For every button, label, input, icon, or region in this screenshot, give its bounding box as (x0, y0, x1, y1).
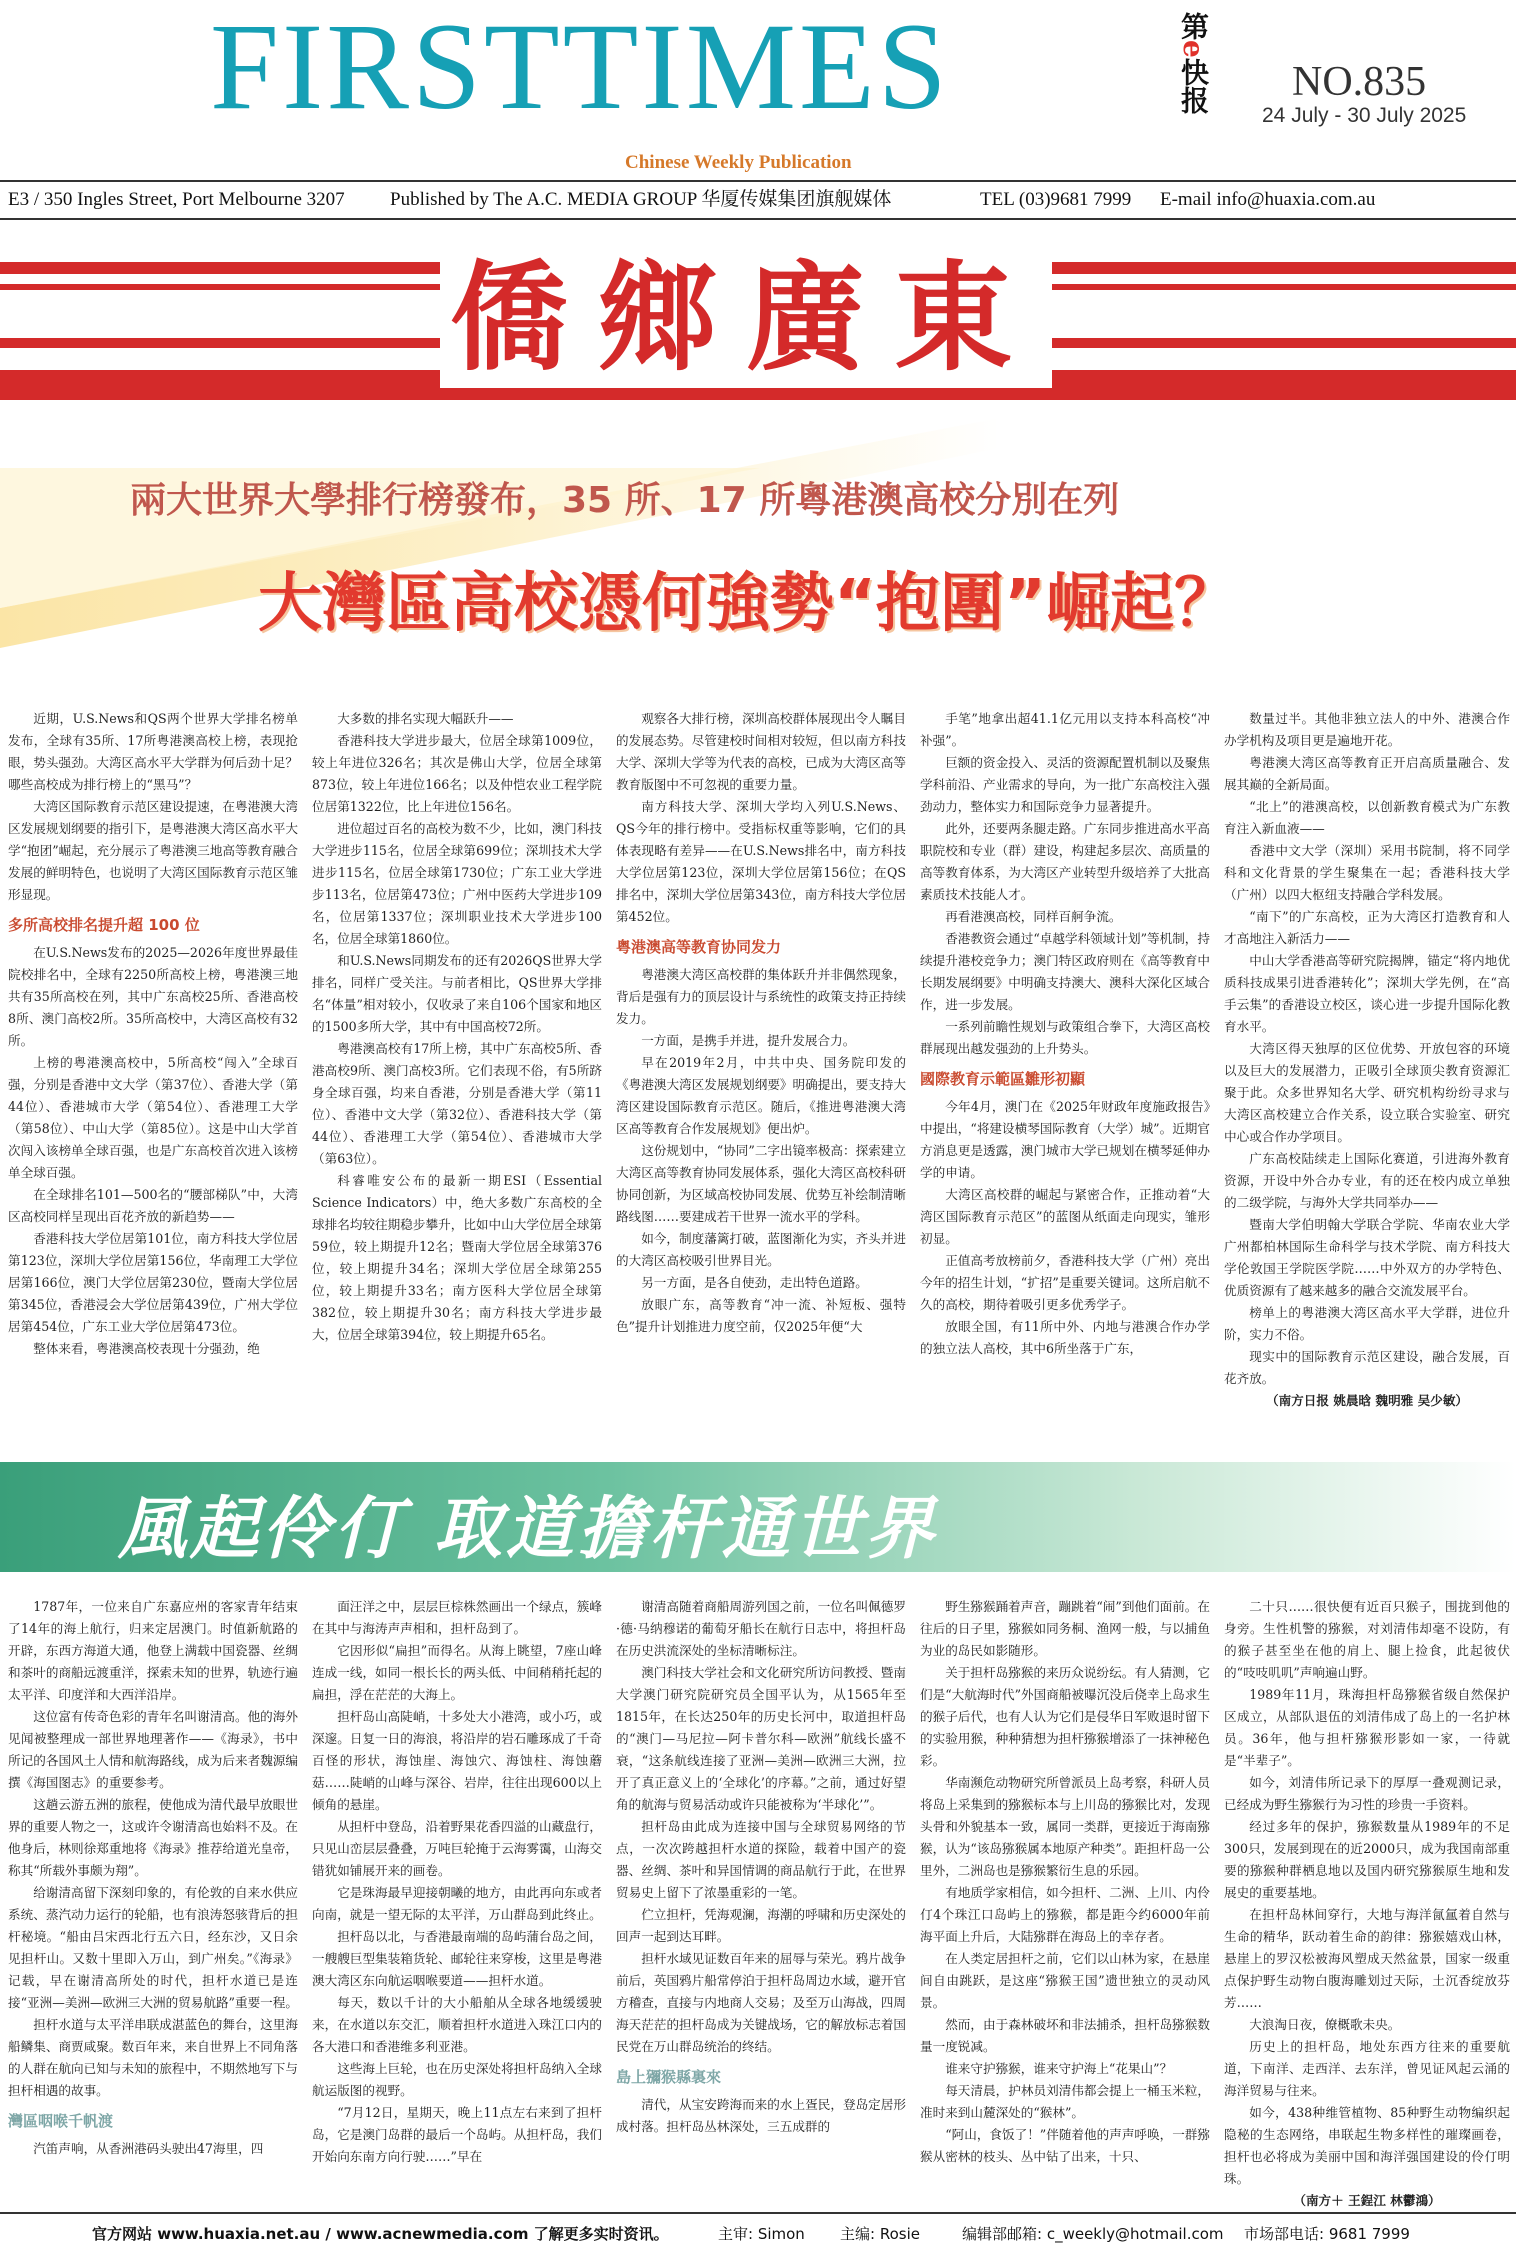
paragraph: 从担杆中登岛，沿着野果花香四溢的山藏盘行，只见山峦层层叠叠，万吨巨轮掩于云海雾霭，山海交错犹如铺展开来的画卷。 (312, 1819, 602, 1878)
article2-headline: 風起伶仃 取道擔杆通世界 (118, 1490, 938, 1569)
paragraph: 野生猕猴踊着声音，蹦跳着“闹”到他们面前。在往后的日子里，猕猴如同务桐、渔网一般，与以捕鱼为业的岛民如影随形。 (920, 1599, 1210, 1658)
publisher: Published by The A.C. MEDIA GROUP 华厦传媒集团旗舰媒体 (390, 189, 892, 210)
masthead (0, 0, 1516, 180)
paragraph: 榜单上的粤港澳大湾区高水平大学群，进位升阶，实力不俗。 (1224, 1305, 1510, 1342)
paragraph: 粤港澳高校有17所上榜，其中广东高校5所、香港高校9所、澳门高校3所。它们表现不俗，有5所跻身全球百强，均来自香港，分别是香港大学（第11位）、香港中文大学（第32位）、香港科技大学（第44位）、香港理工大学（第54位）、香港城市大学（第63位）。 (312, 1041, 602, 1166)
paragraph: 在人类定居担杆之前，它们以山林为家，在悬崖间自由跳跃，是这座“猕猴王国”遗世独立的灵动风景。 (920, 1951, 1210, 2010)
article1-column-2 (312, 708, 602, 1346)
paragraph: 每天，数以千计的大小船舶从全球各地缓缓驶来，在水道以东交汇，顺着担杆水道进入珠江口内的各大港口和香港维多利亚港。 (312, 1995, 602, 2054)
section-heading: 多所高校排名提升超 100 位 (8, 916, 200, 934)
paragraph: 汽笛声响，从香洲港码头驶出47海里，四 (33, 2141, 264, 2156)
paragraph: 中山大学香港高等研究院揭牌，锚定“将内地优质科技成果引进香港转化”；深圳大学先例，在“高手云集”的香港设立校区，谈心进一步提升国际化教育水平。 (1224, 953, 1510, 1034)
paragraph: 然而，由于森林破坏和非法捕杀，担杆岛猕猴数量一度锐减。 (920, 2017, 1210, 2054)
section-heading: 島上獼猴縣裏來 (616, 2068, 722, 2086)
paragraph: 放眼全国，有11所中外、内地与港澳合作办学的独立法人高校，其中6所坐落于广东， (920, 1319, 1210, 1356)
article1-column-3 (616, 708, 906, 1338)
article-subtitle: 兩大世界大學排行榜發布，35 所、17 所粵港澳高校分別在列 (130, 480, 1120, 521)
paragraph: 上榜的粤港澳高校中，5所高校“闯入”全球百强，分别是香港中文大学（第37位）、香港大学（第44位）、香港城市大学（第54位）、香港理工大学（第58位）、中山大学（第85位）。这是中山大学首次闯入该榜单全球百强，也是广东高校首次进入该榜单全球百强。 (8, 1055, 298, 1180)
paragraph: 历史上的担杆岛，地处东西方往来的重要航道，下南洋、走西洋、去东洋，曾见证风起云涌的海洋贸易与往来。 (1224, 2039, 1510, 2098)
paragraph: 谢清高随着商船周游列国之前，一位名叫佩德罗·德·马纳穆诺的葡萄牙船长在航行日志中，将担杆岛在历史洪流深处的坐标清晰标注。 (616, 1599, 906, 1658)
paragraph: 它因形似“扁担”而得名。从海上眺望，7座山峰连成一线，如同一根长长的两头低、中间稍稍托起的扁担，浮在茫茫的大海上。 (312, 1643, 602, 1702)
paragraph: 这份规划中，“协同”二字出镜率极高：探索建立大湾区高等教育协同发展体系，强化大湾区高校科研协同创新，为区域高校协同发展、优势互补绘制清晰路线图……要建成若干世界一流水平的学科。 (616, 1143, 906, 1224)
paragraph: 进位超过百名的高校为数不少，比如，澳门科技大学进步115名，位居全球第699位；深圳技术大学进步115名，位居全球第1730位；广东工业大学进步113名，位居第473位；广州中医药大学进步109名，位居第1337位；深圳职业技术大学进步100名，位居全球第1860位。 (312, 821, 602, 946)
masthead-title: FIRSTTIMES (210, 0, 950, 135)
paragraph: 在担杆岛林间穿行，大地与海洋氤氲着自然与生命的精华，跃动着生命的韵律：猕猴嬉戏山林，悬崖上的罗汉松被海风塑成天然盆景，国家一级重点保护野生动物白腹海雕划过天际，土沉香绽放芬芳…… (1224, 1907, 1510, 2010)
paragraph: 担杆岛以北，与香港最南端的岛屿蒲台岛之间，一艘艘巨型集装箱货轮、邮轮往来穿梭，这里是粤港澳大湾区东向航运咽喉要道——担杆水道。 (312, 1929, 602, 1988)
article2-column-3 (616, 1596, 906, 2138)
paragraph: “北上”的港澳高校，以创新教育模式为广东教育注入新血液—— (1224, 799, 1510, 836)
byline: （南方日报 姚晨晗 魏明雅 吴少敏） (1265, 1393, 1469, 1408)
section-banner (0, 236, 1516, 406)
paragraph: 有地质学家相信，如今担杆、二洲、上川、内伶仃4个珠江口岛屿上的猕猴，都是距今约6000年前海平面上升后，大陆猕群在海岛上的幸存者。 (920, 1885, 1210, 1944)
paragraph: 1989年11月，珠海担杆岛猕猴省级自然保护区成立，从部队退伍的刘清伟成了岛上的一名护林员。36年，他与担杆猕猴形影如一家，一待就是“半辈子”。 (1224, 1687, 1510, 1768)
paragraph: 澳门科技大学社会和文化研究所访问教授、暨南大学澳门研究院研究员全国平认为，从1565年至1815年，在长达250年的历史长河中，取道担杆岛的“澳门—马尼拉—阿卡普尔科—欧洲”航线长盛不衰，“这条航线连接了亚洲—美洲—欧洲三大洲，拉开了真正意义上的‘全球化’的序幕。”之前，通过好望角的航海与贸易活动或许只能被称为‘半球化’”。 (616, 1665, 906, 1812)
paragraph: 香港中文大学（深圳）采用书院制，将不同学科和文化背景的学生聚集在一起；香港科技大学（广州）以四大枢纽支持融合学科发展。 (1224, 843, 1510, 902)
paragraph: 给谢清高留下深刻印象的，有伦敦的自来水供应系统、蒸汽动力运行的轮船，也有浪涛怒骇背后的担杆秘境。“船由吕宋西北行五六日，经东沙，又日余见担杆山。又数十里即入万山，到广州矣。”《海录》记载，早在谢清高所处的时代，担杆水道已是连接“亚洲—美洲—欧洲三大洲的贸易航路”重要一程。 (8, 1885, 298, 2010)
paragraph: “阿山，食饭了！”伴随着他的声声呼唤，一群猕猴从密林的枝头、丛中钻了出来，十只、 (920, 2127, 1210, 2164)
telephone: TEL (03)9681 7999 (980, 189, 1132, 210)
paragraph: 此外，还要两条腿走路。广东同步推进高水平高职院校和专业（群）建设，构建起多层次、高质量的高等教育体系，为大湾区产业转型升级培养了大批高素质技术技能人才。 (920, 821, 1210, 902)
paragraph: 关于担杆岛猕猴的来历众说纷纭。有人猜测，它们是“大航海时代”外国商船被曝沉没后侥幸上岛求生的猴子后代，也有人认为它们是侵华日军败退时留下的实验用猴，种种猜想为担杆猕猴增添了一抹神秘色彩。 (920, 1665, 1210, 1768)
paragraph: 香港科技大学位居第101位，南方科技大学位居第123位，深圳大学位居第156位，华南理工大学位居第166位，澳门大学位居第230位，暨南大学位居第345位，香港浸会大学位居第439位，广州大学位居第454位，广东工业大学位居第473位。 (8, 1231, 298, 1334)
editor: 主编: Rosie (840, 2225, 920, 2243)
byline: （南方＋ 王鋥江 林鬱鴻） (1293, 2193, 1441, 2208)
masthead-chinese-name (1177, 12, 1212, 114)
cn-char: 快 (1177, 57, 1210, 86)
paragraph: “7月12日，星期天，晚上11点左右来到了担杆岛，它是澳门岛群的最后一个岛屿。从担杆岛，我们开始向东南方向行驶……”早在 (312, 2105, 602, 2164)
cn-char: 第 (1177, 12, 1210, 40)
paragraph: 科睿唯安公布的最新一期ESI（Essential Science Indicators）中，绝大多数广东高校的全球排名均较往期稳步攀升，比如中山大学位居全球第59位，较上期提升12名；暨南大学位居全球第376位，较上期提升34名；深圳大学位居全球第255位，较上期提升33名；南方医科大学位居全球第382位，较上期提升30名；南方科技大学进步最大，位居全球第394位，较上期提升65名。 (312, 1173, 602, 1342)
paragraph: 香港科技大学进步最大，位居全球第1009位，较上年进位326名；其次是佛山大学，位居全球第873位，较上年进位166名；以及仲恺农业工程学院位居第1322位，比上年进位156名。 (312, 733, 602, 814)
paragraph: 谁来守护猕猴，谁来守护海上“花果山”？ (945, 2061, 1173, 2076)
chief-editor: 主审: Simon (718, 2225, 805, 2243)
marketing-phone: 市场部电话: 9681 7999 (1244, 2225, 1410, 2243)
section-heading: 國際教育示範區雛形初顯 (920, 1070, 1086, 1088)
paragraph: 伫立担杆，凭海观澜，海潮的呼啸和历史深处的回声一起到达耳畔。 (616, 1907, 906, 1944)
paragraph: 观察各大排行榜，深圳高校群体展现出令人瞩目的发展态势。尽管建校时间相对较短，但以南方科技大学、深圳大学等为代表的高校，已成为大湾区高等教育版图中不可忽视的重要力量。 (616, 711, 906, 792)
paragraph: 一系列前瞻性规划与政策组合拳下，大湾区高校群展现出越发强劲的上升势头。 (920, 1019, 1210, 1056)
paragraph: 一方面，是携手并进，提升发展合力。 (641, 1033, 856, 1048)
issue-number: NO.835 (1292, 59, 1427, 105)
info-bar (0, 184, 1516, 216)
paragraph: 放眼广东，高等教育“冲一流、补短板、强特色”提升计划推进力度空前，仅2025年便“大 (616, 1297, 906, 1334)
article2-column-5 (1224, 1596, 1510, 2212)
paragraph: 大湾区得天独厚的区位优势、开放包容的环境以及巨大的发展潜力，正吸引全球顶尖教育资源汇聚于此。众多世界知名大学、研究机构纷纷寻求与大湾区高校建立合作关系，设立联合实验室、研究中心或合作办学项目。 (1224, 1041, 1510, 1144)
paragraph: 在U.S.News发布的2025—2026年度世界最佳院校排名中，全球有2250所高校上榜，粤港澳三地共有35所高校在列，其中广东高校25所、香港高校8所、澳门高校2所。35所高校中，大湾区高校有32所。 (8, 945, 298, 1048)
paragraph: 这趟云游五洲的旅程，使他成为清代最早放眼世界的重要人物之一，这或许令谢清高也始料不及。在他身后，林则徐郑重地将《海录》推荐给道光皇帝，称其“所载外事颇为翔”。 (8, 1797, 298, 1878)
paragraph: 粤港澳大湾区高校群的集体跃升并非偶然现象，背后是强有力的顶层设计与系统性的政策支持正持续发力。 (616, 967, 906, 1026)
paragraph: 香港教资会通过“卓越学科领域计划”等机制，持续提升港校竞争力；澳门特区政府则在《高等教育中长期发展纲要》中明确支持澳大、澳科大深化区域合作，进一步发展。 (920, 931, 1210, 1012)
article1-column-5 (1224, 708, 1510, 1412)
article1-column-1 (8, 708, 298, 1360)
paragraph: 担杆岛由此成为连接中国与全球贸易网络的节点，一次次跨越担杆水道的探险，载着中国产的瓷器、丝绸、茶叶和异国情调的商品航行于此，在世界贸易史上留下了浓墨重彩的一笔。 (616, 1819, 906, 1900)
paragraph: 正值高考放榜前夕，香港科技大学（广州）亮出今年的招生计划，“扩招”是重要关键词。这所启航不久的高校，期待着吸引更多优秀学子。 (920, 1253, 1210, 1312)
paragraph: 和U.S.News同期发布的还有2026QS世界大学排名，同样广受关注。与前者相比，QS世界大学排名“体量”相对较小，仅收录了来自106个国家和地区的1500多所大学，其中有中国高校72所。 (312, 953, 602, 1034)
paragraph: 在全球排名101—500名的“腰部梯队”中，大湾区高校同样呈现出百花齐放的新趋势—— (8, 1187, 298, 1224)
section-title: 僑鄉廣東 (440, 248, 1052, 388)
paragraph: 大湾区国际教育示范区建设提速，在粤港澳大湾区发展规划纲要的指引下，是粤港澳大湾区高水平大学“抱团”崛起，充分展示了粤港澳三地高等教育融合发展的鲜明特色，也说明了大湾区国际教育示范区雏形显现。 (8, 799, 298, 902)
article2-column-4 (920, 1596, 1210, 2168)
paragraph: 担杆水域见证数百年来的屈辱与荣光。鸦片战争前后，英国鸦片船常停泊于担杆岛周边水域，避开官方稽查，直接与内地商人交易；及至万山海战，四周海天茫茫的担杆岛成为关键战场，它的解放标志着国民党在万山群岛统治的终结。 (616, 1951, 906, 2054)
paragraph: 粤港澳大湾区高等教育正开启高质量融合、发展其巅的全新局面。 (1224, 755, 1510, 792)
paragraph: 另一方面，是各自使劲，走出特色道路。 (641, 1275, 868, 1290)
paragraph: 它是珠海最早迎接朝曦的地方，由此再向东或者向南，就是一望无际的太平洋，万山群岛到此终止。 (312, 1885, 602, 1922)
paragraph: 今年4月，澳门在《2025年财政年度施政报告》中提出，“将建设横琴国际教育（大学）城”。近期官方消息更是透露，澳门城市大学已规划在横琴延伸办学的申请。 (920, 1099, 1210, 1180)
paragraph: 数量过半。其他非独立法人的中外、港澳合作办学机构及项目更是遍地开花。 (1224, 711, 1510, 748)
paragraph: 如今，刘清伟所记录下的厚厚一叠观测记录，已经成为野生猕猴行为习性的珍贵一手资料。 (1224, 1775, 1510, 1812)
email-link[interactable]: E-mail info@huaxia.com.au (1160, 189, 1376, 210)
paragraph: 如今，制度藩篱打破，蓝图渐化为实，齐头并进的大湾区高校吸引世界目光。 (616, 1231, 906, 1268)
paragraph: 暨南大学伯明翰大学联合学院、华南农业大学广州都柏林国际生命科学与技术学院、南方科技大学伦敦国王学院医学院……中外双方的办学特色、优质资源有了越来越多的融合交流发展平台。 (1224, 1217, 1510, 1298)
paragraph: 早在2019年2月，中共中央、国务院印发的《粤港澳大湾区发展规划纲要》明确提出，要支持大湾区建设国际教育示范区。随后，《推进粤港澳大湾区高等教育合作发展规划》便出炉。 (616, 1055, 906, 1136)
paragraph: 每天清晨，护林员刘清伟都会提上一桶玉米粒，准时来到山麓深处的“猴林”。 (920, 2083, 1210, 2120)
paragraph: 面汪洋之中，层层巨棕株然画出一个绿点，簇峰在其中与海涛声声相和，担杆岛到了。 (312, 1599, 602, 1636)
section-heading: 灣區咽喉千帆渡 (8, 2112, 114, 2130)
paragraph: 清代，从宝安跨海而来的水上疍民，登岛定居形成村落。担杆岛丛林深处，三五成群的 (616, 2097, 906, 2134)
article2-column-1 (8, 1596, 298, 2160)
paragraph: 整体来看，粤港澳高校表现十分强劲，绝 (33, 1341, 260, 1356)
divider (0, 218, 1516, 220)
divider (0, 180, 1516, 182)
website-link[interactable]: 官方网站 www.huaxia.net.au / www.acnewmedia.com 了解更多实时资讯。 (92, 2225, 669, 2243)
paragraph: 大多数的排名实现大幅跃升—— (337, 711, 514, 726)
article-headline: 大灣區高校憑何強勢“抱團”崛起？ (258, 567, 1239, 641)
paragraph: 这位富有传奇色彩的青年名叫谢清高。他的海外见闻被整理成一部世界地理著作——《海录》，书中所记的各国风土人情和航海路线，成为后来者魏源编撰《海国图志》的重要参考。 (8, 1709, 298, 1790)
issue-dates: 24 July - 30 July 2025 (1262, 104, 1467, 127)
paragraph: 广东高校陆续走上国际化赛道，引进海外教育资源，开设中外合办专业，有的还在校内成立单独的二级学院，与海外大学共同举办—— (1224, 1151, 1510, 1210)
cn-char-e: e (1177, 40, 1210, 58)
paragraph: 这些海上巨轮，也在历史深处将担杆岛纳入全球航运版图的视野。 (312, 2061, 602, 2098)
paragraph: 巨额的资金投入、灵活的资源配置机制以及聚焦学科前沿、产业需求的导向，为一批广东高校注入强劲动力，整体实力和国际竞争力显著提升。 (920, 755, 1210, 814)
paragraph: 经过多年的保护，猕猴数量从1989年的不足300只，发展到现在的近2000只，成为我国南部重要的猕猴种群栖息地以及国内研究猕猴原生地和发展史的重要基地。 (1224, 1819, 1510, 1900)
paragraph: 担杆水道与太平洋串联成湛蓝色的舞台，这里海船鳞集、商贾咸聚。数百年来，来自世界上不同角落的人群在航向已知与未知的旅程中，不期然地写下与担杆相遇的故事。 (8, 2017, 298, 2098)
masthead-subtitle: Chinese Weekly Publication (625, 152, 852, 173)
section-heading: 粤港澳高等教育协同发力 (616, 938, 782, 956)
cn-char: 报 (1177, 85, 1210, 114)
paragraph: 现实中的国际教育示范区建设，融合发展，百花齐放。 (1224, 1349, 1510, 1386)
editorial-email[interactable]: 编辑部邮箱: c_weekly@hotmail.com (962, 2225, 1224, 2243)
paragraph: 大浪淘日夜，僚概歌未央。 (1249, 2017, 1401, 2032)
paragraph: 1787年，一位来自广东嘉应州的客家青年结束了14年的海上航行，归来定居澳门。时值新航路的开辟，东西方海道大通，他登上满载中国瓷器、丝绸和茶叶的商船远渡重洋，探索未知的世界，轨迹行遍太平洋、印度洋和大西洋沿岸。 (8, 1599, 298, 1702)
paragraph: “南下”的广东高校，正为大湾区打造教育和人才高地注入新活力—— (1224, 909, 1510, 946)
address: E3 / 350 Ingles Street, Port Melbourne 3207 (8, 189, 345, 210)
page-footer (0, 2212, 1516, 2252)
paragraph: 再看港澳高校，同样百舸争流。 (945, 909, 1122, 924)
paragraph: 大湾区高校群的崛起与紧密合作，正推动着“大湾区国际教育示范区”的蓝图从纸面走向现实，雏形初显。 (920, 1187, 1210, 1246)
paragraph: 华南濒危动物研究所曾派员上岛考察，科研人员将岛上采集到的猕猴标本与上川岛的猕猴比对，发现头骨和外貌基本一致，属同一类群，更接近于海南猕猴，认为“该岛猕猴属本地原产种类”。距担杆岛一公里外，二洲岛也是猕猴繁衍生息的乐园。 (920, 1775, 1210, 1878)
paragraph: 近期，U.S.News和QS两个世界大学排名榜单发布，全球有35所、17所粤港澳高校上榜，表现抢眼，势头强劲。大湾区高水平大学群为何后劲十足？哪些高校成为排行榜上的“黑马”？ (8, 711, 298, 792)
paragraph: 南方科技大学、深圳大学均入列U.S.News、QS今年的排行榜中。受指标权重等影响，它们的具体表现略有差异——在U.S.News排名中，南方科技大学位居第123位，深圳大学位居第156位；在QS排名中，深圳大学位居第343位，南方科技大学位居第452位。 (616, 799, 906, 924)
paragraph: 如今，438种维管植物、85种野生动物编织起隐秘的生态网络，串联起生物多样性的璀璨画卷，担杆也必将成为美丽中国和海洋强国建设的伶仃明珠。 (1224, 2105, 1510, 2186)
article1-column-4 (920, 708, 1210, 1360)
paragraph: 二十只……很快便有近百只猴子，围拢到他的身旁。生性机警的猕猴，对刘清伟却毫不设防，有的猴子甚至坐在他的肩上、腿上捡食，此起彼伏的“吱吱叽叽”声响遍山野。 (1224, 1599, 1510, 1680)
paragraph: 担杆岛山高陡峭，十多处大小港湾，或小巧，或深邃。日复一日的海浪，将沿岸的岩石雕琢成了千奇百怪的形状，海蚀崖、海蚀穴、海蚀柱、海蚀蘑菇……陡峭的山峰与深谷、岩岸，往往出现600以上倾角的悬崖。 (312, 1709, 602, 1812)
paragraph: 手笔”地拿出超41.1亿元用以支持本科高校“冲补强”。 (920, 711, 1210, 748)
article2-column-2 (312, 1596, 602, 2168)
